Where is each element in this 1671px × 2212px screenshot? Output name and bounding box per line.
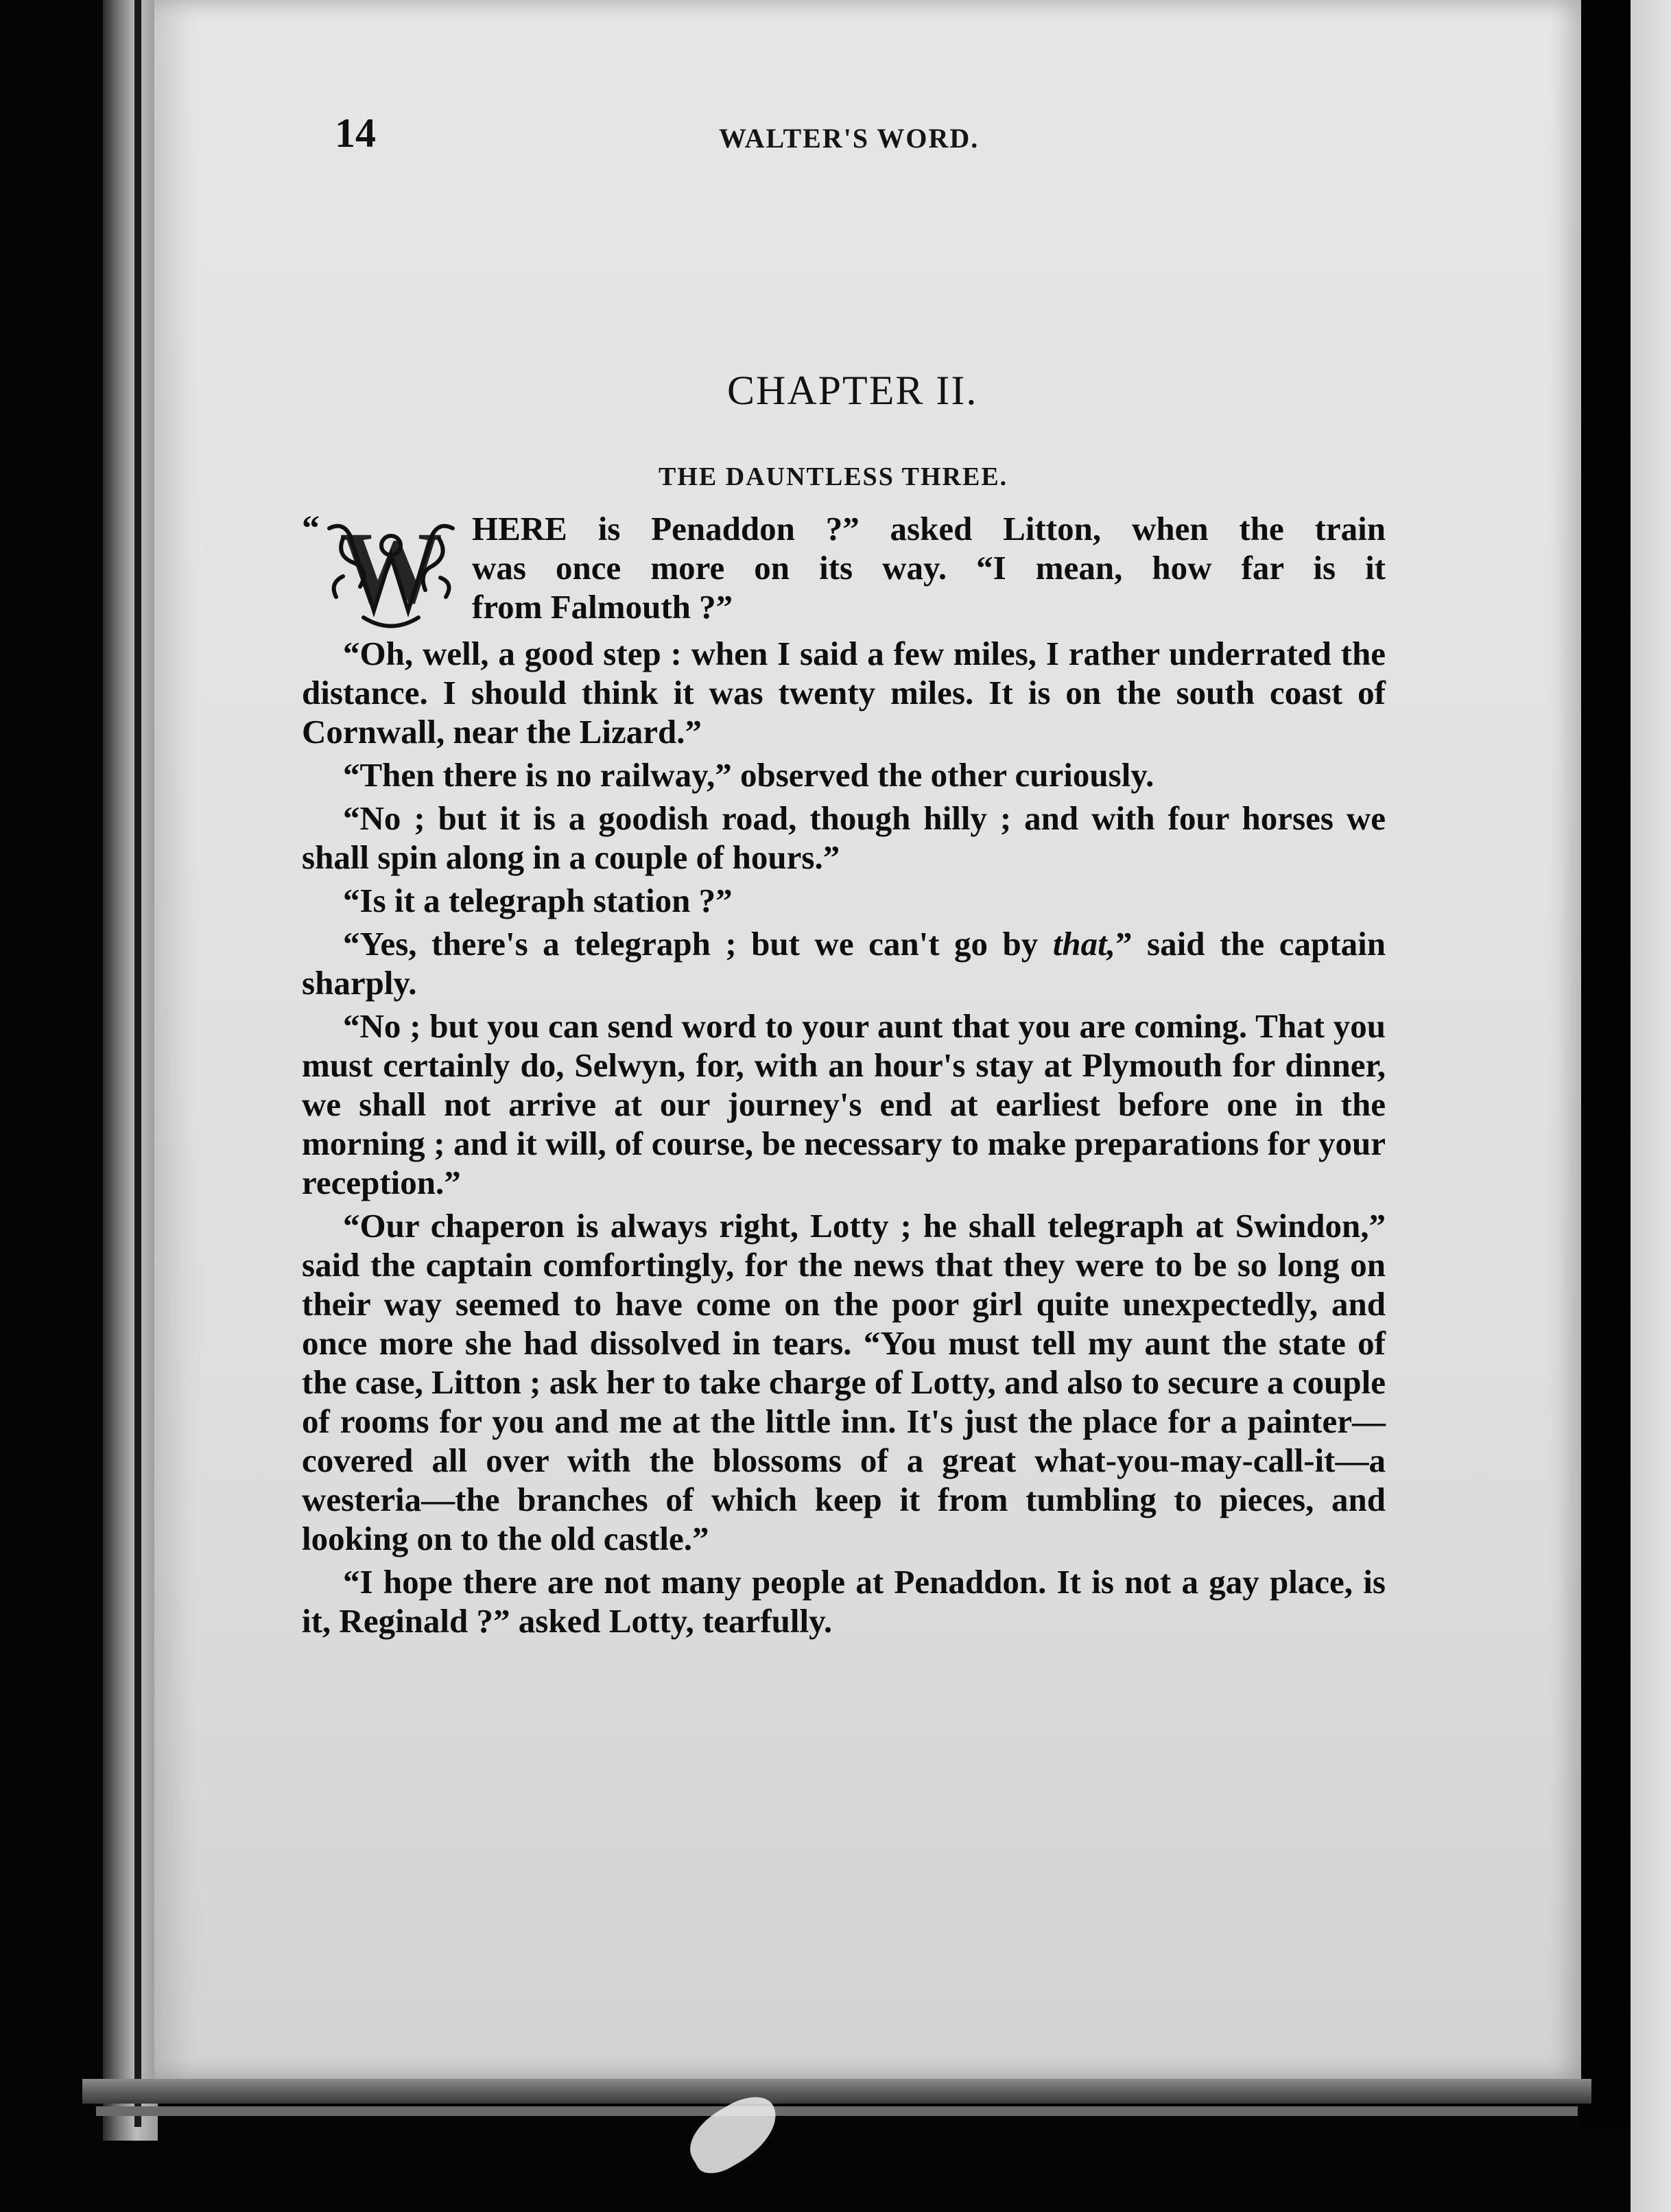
paragraph-1-line-3: from Falmouth ?” [472,588,733,626]
paragraph-9: “I hope there are not many people at Penaddon. It is not a gay place, is it, Reginald ?” asked Lotty, tearfully. [302,1563,1386,1640]
paragraph-1 [302,509,1386,630]
page-number: 14 [335,110,376,156]
next-page-edge [1631,0,1671,2212]
paragraph-1-line-2: was once more on its way. “I mean, how far is it [472,549,1386,587]
page-gap [1581,0,1631,2127]
chapter-subtitle: THE DAUNTLESS THREE. [659,462,1008,491]
paragraph-7: “No ; but you can send word to your aunt that you are coming. That you must certainly do, Selwyn, for, with an hour's stay at Plymouth for dinner, we shall not arrive at our journey's end at earliest before one in the morning ; and it will, of course, be necessary to make preparations for your reception.” [302,1007,1386,1201]
paragraph-3: “Then there is no railway,” observed the other curiously. [343,756,1154,794]
paragraph-6 [302,924,1386,1002]
running-header [335,110,1405,172]
binding-line [134,0,141,2127]
paragraph-6-text-b: ” said the captain sharply. [302,925,1386,1002]
book-spine [103,0,158,2141]
running-title: WALTER'S WORD. [719,123,980,154]
svg-text:W: W [340,515,442,625]
page-bottom-edge [82,2079,1591,2104]
ornamental-initial-w-icon [322,515,460,630]
paragraph-5: “Is it a telegraph station ?” [343,882,733,919]
paragraph-8: “Our chaperon is always right, Lotty ; he shall telegraph at Swindon,” said the captain comfortingly, for the news that they were to be so long on their way seemed to have come on the poor girl quite unexpectedly, and once more she had dissolved in tears. “You must tell my aunt the state of the case, Litton ; ask her to take charge of Lotty, and also to secure a couple of rooms for you and me at the little inn. It's just the place for a painter—covered all over with the blossoms of a great what-you-may-call-it—a westeria—the branches of which keep it from tumbling to pieces, and looking on to the old castle.” [302,1207,1386,1557]
paragraph-1-line-1: HERE is Penaddon ?” asked Litton, when the train [472,510,1386,548]
paragraph-4: “No ; but it is a goodish road, though hilly ; and with four horses we shall spin along in a couple of hours.” [302,799,1386,876]
paragraph-2: “Oh, well, a good step : when I said a few miles, I rather underrated the distance. I should think it was twenty miles. It is on the south coast of Cornwall, near the Lizard.” [302,635,1386,751]
body-text [302,509,1386,1645]
paragraph-6-italic: that, [1052,925,1116,963]
paragraph-6-text-a: “Yes, there's a telegraph ; but we can't go by [343,925,1053,963]
cover-edge [96,2106,1578,2116]
opening-quote: “ [302,509,320,548]
chapter-title: CHAPTER II. [727,368,978,413]
